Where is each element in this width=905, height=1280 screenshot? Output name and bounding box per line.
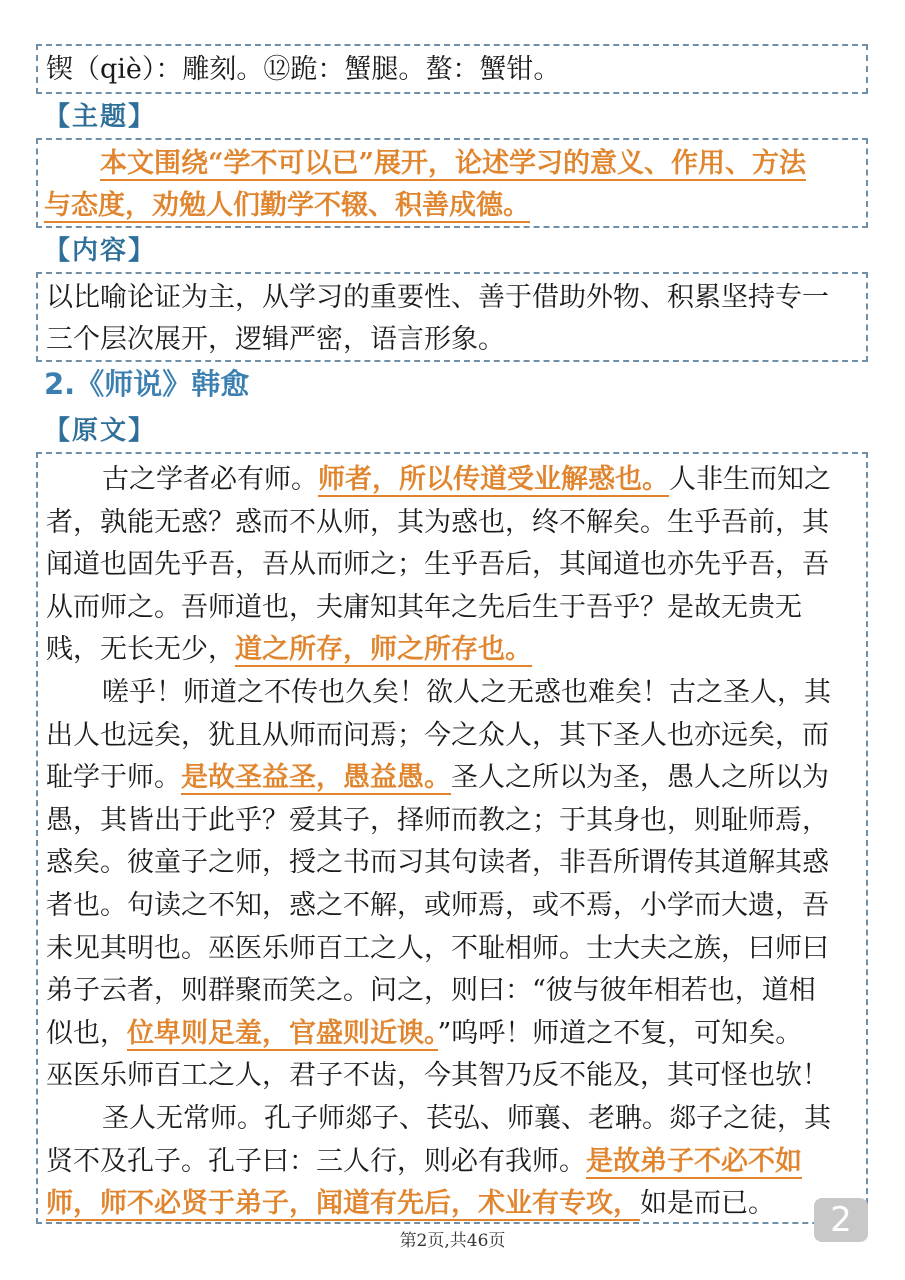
highlighted-phrase: 位卑则足羞，官盛则近谀。: [127, 1017, 438, 1049]
plain-text: 惑矣。彼童子之师，授之书而习其句读者，非吾所谓传其道解其惑: [46, 847, 829, 879]
page-footer: 第2页,共46页: [399, 1231, 506, 1251]
section-title: 2.《师说》韩愈: [44, 367, 250, 401]
original-line: [46, 671, 866, 715]
original-line: [46, 969, 866, 1013]
highlighted-phrase: 道之所存，师之所存也。: [235, 634, 532, 666]
theme-text-1: 本文围绕“学不可以已”展开，论述学习的意义、作用、方法: [100, 148, 807, 179]
plain-text: 似也，: [46, 1017, 127, 1049]
highlighted-phrase: 是故圣益圣，愚益愚。: [181, 762, 451, 794]
top-note-text: 锲（qiè）：雕刻。⑫跪：蟹腿。螯：蟹钳。: [46, 54, 561, 85]
original-line: [46, 1097, 866, 1141]
original-line: [46, 501, 866, 545]
original-line: [46, 714, 866, 758]
plain-text: ”呜呼！师道之不复，可知矣。: [437, 1017, 803, 1049]
top-note-box: [36, 44, 868, 94]
content-line-1: 以比喻论证为主，从学习的重要性、善于借助外物、积累坚持专一: [46, 282, 829, 313]
original-line: [46, 841, 866, 885]
original-line: [46, 1182, 866, 1226]
plain-text: 愚，其皆出于此乎？爱其子，择师而教之；于其身也，则耻师焉，: [46, 804, 829, 836]
plain-text: 者，孰能无惑？惑而不从师，其为惑也，终不解矣。生乎吾前，其: [46, 506, 829, 538]
original-line: [46, 543, 866, 587]
page-number-badge: 2: [814, 1198, 868, 1242]
original-line: [46, 884, 866, 928]
theme-heading: 【主题】: [44, 102, 157, 132]
plain-text: 从而师之。吾师道也，夫庸知其年之先后生于吾乎？是故无贵无: [46, 591, 802, 623]
content-box: [36, 272, 868, 362]
plain-text: 弟子云者，则群聚而笑之。问之，则曰：“彼与彼年相若也，道相: [46, 975, 816, 1007]
plain-text: 贱，无长无少，: [46, 634, 235, 666]
plain-text: 者也。句读之不知，惑之不解，或师焉，或不焉，小学而大遗，吾: [46, 890, 829, 921]
plain-text: 贤不及孔子。孔子曰：三人行，则必有我师。: [46, 1145, 586, 1177]
theme-text-2: 与态度，劝勉人们勤学不辍、积善成德。: [44, 190, 530, 221]
original-line: [46, 628, 866, 672]
plain-text: 圣人无常师。孔子师郯子、苌弘、师襄、老聃。郯子之徒，其: [102, 1103, 831, 1134]
original-line: [46, 586, 866, 630]
plain-text: 未见其明也。巫医乐师百工之人，不耻相师。士大夫之族，曰师曰: [46, 932, 829, 964]
theme-line-1: [44, 142, 866, 186]
plain-text: 出人也远矣，犹且从师而问焉；今之众人，其下圣人也亦远矣，而: [46, 719, 829, 751]
original-line: [46, 1054, 866, 1098]
original-line: [46, 799, 866, 843]
highlighted-phrase: 师者，所以传道受业解惑也。: [318, 464, 669, 495]
original-line: [46, 458, 866, 502]
content-heading: 【内容】: [44, 236, 157, 266]
highlighted-phrase: 师，师不必贤于弟子，闻道有先后，术业有专攻，: [46, 1188, 640, 1220]
plain-text: 耻学于师。: [46, 762, 181, 794]
original-line: [46, 756, 866, 800]
plain-text: 古之学者必有师。: [102, 464, 318, 495]
original-heading: 【原文】: [44, 416, 157, 446]
original-line: [46, 1012, 866, 1056]
plain-text: 人非生而知之: [669, 464, 831, 495]
plain-text: 如是而已。: [640, 1188, 775, 1220]
theme-line-2: [44, 184, 866, 228]
content-line-2: 三个层次展开，逻辑严密，语言形象。: [46, 324, 505, 355]
theme-box: [36, 138, 868, 228]
plain-text: 巫医乐师百工之人，君子不齿，今其智乃反不能及，其可怪也欤！: [46, 1060, 829, 1092]
plain-text: 嗟乎！师道之不传也久矣！欲人之无惑也难矣！古之圣人，其: [102, 677, 831, 708]
original-text-box: [36, 452, 868, 1224]
highlighted-phrase: 是故弟子不必不如: [586, 1145, 802, 1177]
plain-text: 闻道也固先乎吾，吾从而师之；生乎吾后，其闻道也亦先乎吾，吾: [46, 549, 829, 581]
plain-text: 圣人之所以为圣，愚人之所以为: [451, 762, 829, 794]
original-line: [46, 927, 866, 971]
original-line: [46, 1140, 866, 1184]
